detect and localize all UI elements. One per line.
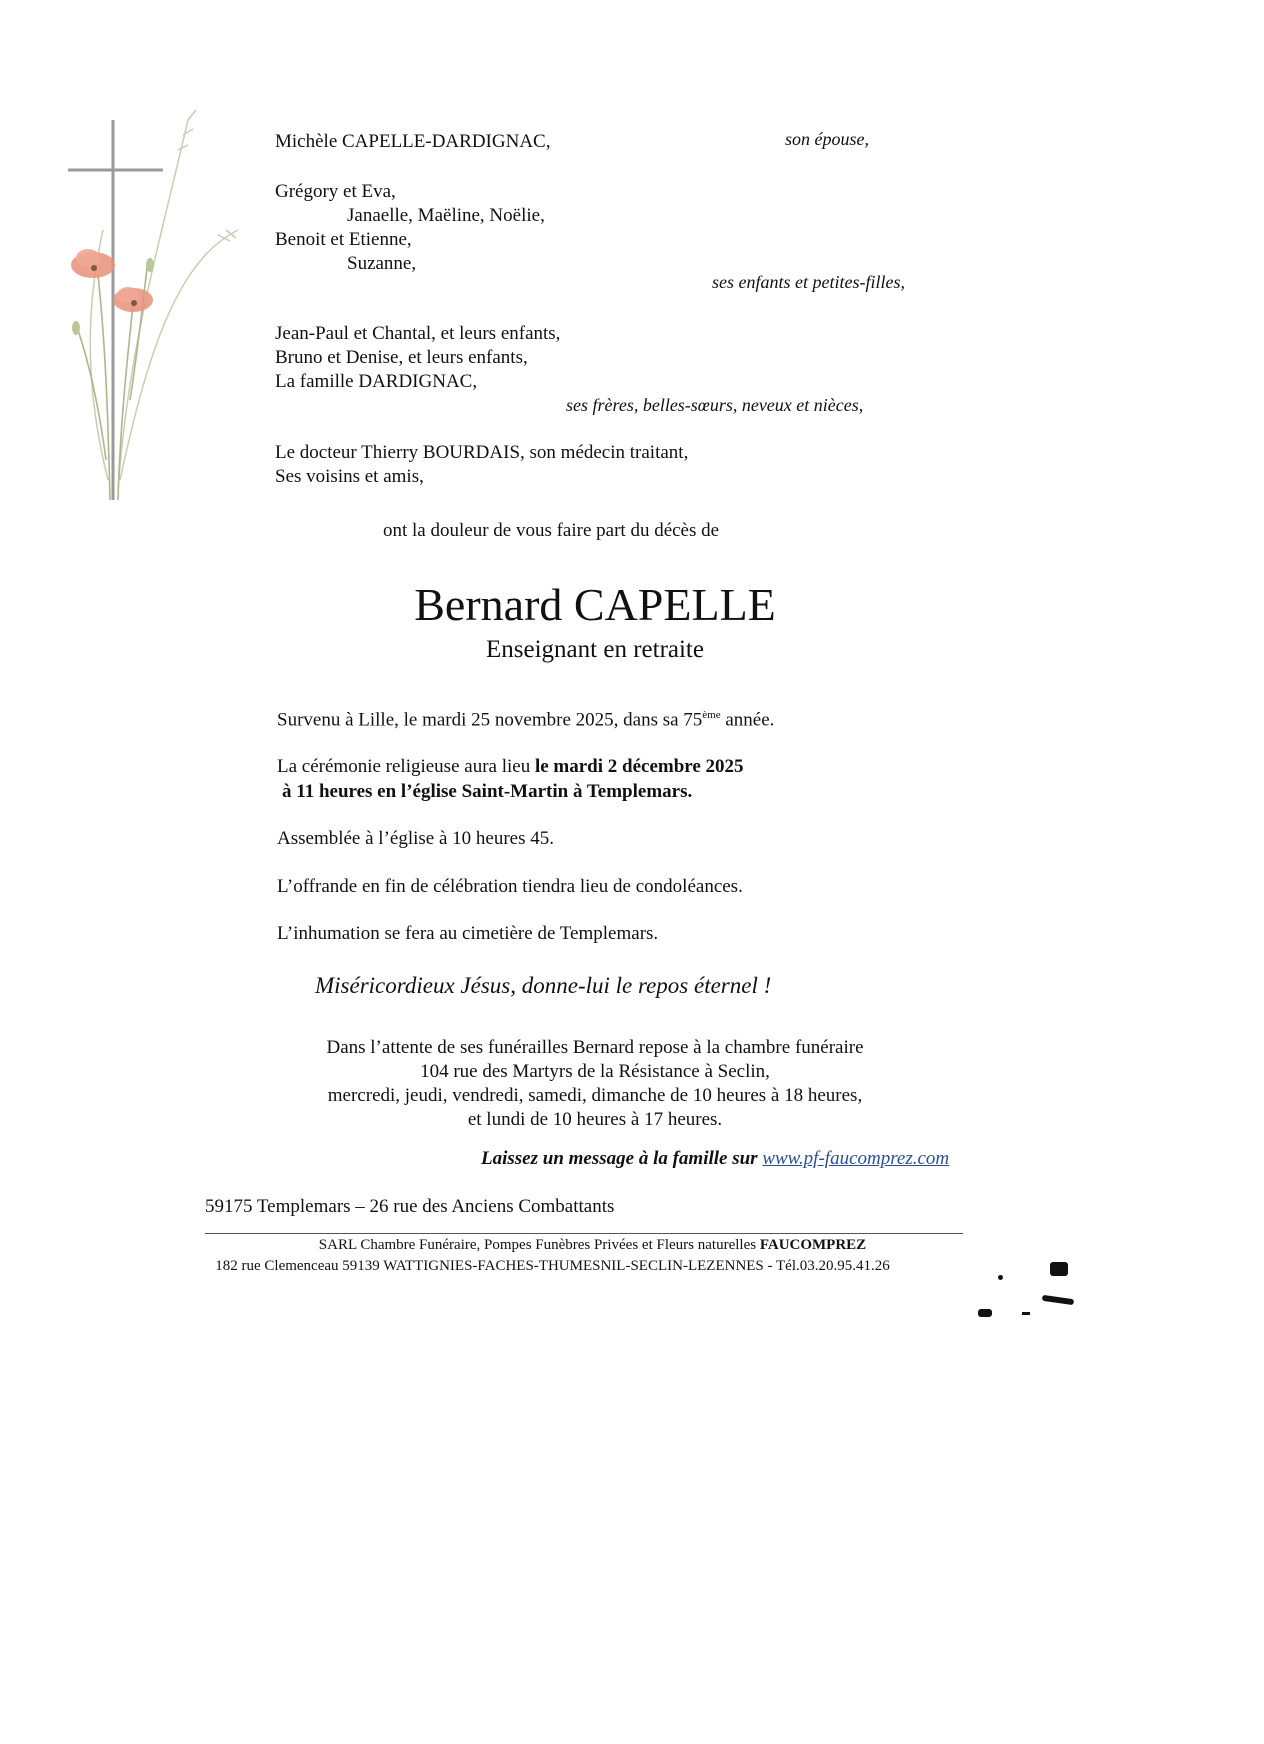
sibling-line: Jean-Paul et Chantal, et leurs enfants, xyxy=(275,323,561,344)
rest-line: mercredi, jeudi, vendredi, samedi, dimanche de 10 heures à 18 heures, xyxy=(327,1085,863,1106)
child-line: Benoit et Etienne, xyxy=(275,229,412,250)
cross-poppy-decoration xyxy=(58,100,268,520)
burial-line: L’inhumation se fera au cimetière de Templemars. xyxy=(277,923,659,944)
sibling-line: Bruno et Denise, et leurs enfants, xyxy=(275,347,528,368)
sibling-line: La famille DARDIGNAC, xyxy=(275,371,478,392)
family-address: 59175 Templemars – 26 rue des Anciens Combattants xyxy=(205,1196,615,1217)
scan-speck xyxy=(978,1309,992,1317)
children-role: ses enfants et petites-filles, xyxy=(712,272,905,292)
grandchild-line: Suzanne, xyxy=(347,253,417,274)
spouse-role: son épouse, xyxy=(785,129,869,149)
prayer: Miséricordieux Jésus, donne-lui le repos éternel ! xyxy=(315,973,772,998)
footer-company: SARL Chambre Funéraire, Pompes Funèbres Privées et Fleurs naturelles FAUCOMPREZ xyxy=(318,1237,867,1253)
rest-line: 104 rue des Martyrs de la Résistance à Seclin, xyxy=(420,1061,770,1082)
footer-divider xyxy=(205,1233,963,1234)
rest-line: et lundi de 10 heures à 17 heures. xyxy=(467,1109,723,1130)
siblings-role: ses frères, belles-sœurs, neveux et nièces, xyxy=(566,395,864,415)
death-line: Survenu à Lille, le mardi 25 novembre 2025, dans sa 75ème année. xyxy=(277,709,775,731)
ceremony-place: à 11 heures en l’église Saint-Martin à Templemars. xyxy=(282,781,693,802)
deceased-title: Enseignant en retraite xyxy=(486,636,704,663)
footer-address: 182 rue Clemenceau 59139 WATTIGNIES-FACHES-THUMESNIL-SECLIN-LEZENNES - Tél.03.20.95.41.26 xyxy=(215,1258,890,1274)
assembly-line: Assemblée à l’église à 10 heures 45. xyxy=(277,828,554,849)
announcement: ont la douleur de vous faire part du décès de xyxy=(383,520,720,541)
other-line: Le docteur Thierry BOURDAIS, son médecin traitant, xyxy=(275,442,689,463)
scan-speck xyxy=(1050,1262,1068,1276)
scan-speck xyxy=(998,1275,1003,1280)
child-line: Grégory et Eva, xyxy=(275,181,396,202)
grandchild-line: Janaelle, Maëline, Noëlie, xyxy=(347,205,545,226)
ceremony-line: La cérémonie religieuse aura lieu le mardi 2 décembre 2025 xyxy=(277,756,744,777)
scan-speck xyxy=(1042,1295,1075,1305)
rest-line: Dans l’attente de ses funérailles Bernard repose à la chambre funéraire xyxy=(326,1037,864,1058)
deceased-name: Bernard CAPELLE xyxy=(414,579,776,630)
spouse-name: Michèle CAPELLE-DARDIGNAC, xyxy=(275,131,551,152)
other-line: Ses voisins et amis, xyxy=(275,466,424,487)
offering-line: L’offrande en fin de célébration tiendra lieu de condoléances. xyxy=(277,876,743,897)
website-link[interactable]: www.pf-faucomprez.com xyxy=(762,1148,950,1169)
scan-speck xyxy=(1022,1312,1030,1315)
cross-icon xyxy=(68,120,163,500)
message-line: Laissez un message à la famille sur www.pf-faucomprez.com xyxy=(481,1148,950,1169)
